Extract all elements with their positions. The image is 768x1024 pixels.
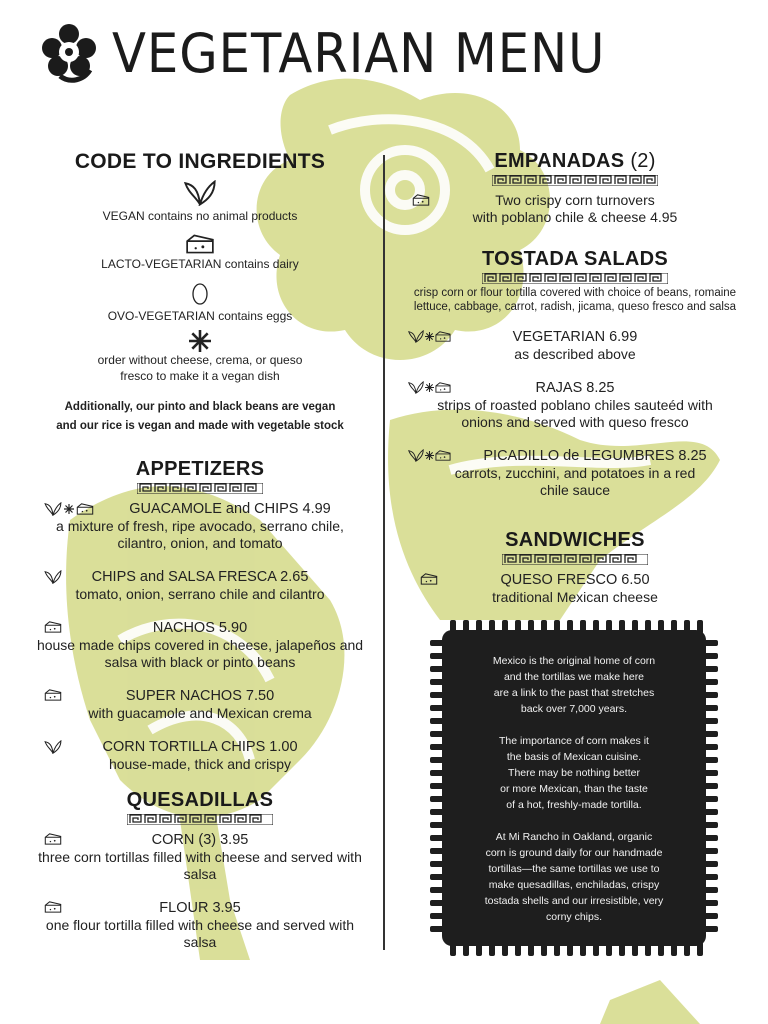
cheese-icon (412, 194, 430, 206)
tostadas-intro: crisp corn or flour tortilla covered with choice of beans, romaine lettuce, cabbage, carrot, radish, jicama, queso fresco and salsa (413, 287, 737, 313)
leaf-icon (408, 330, 424, 343)
cheese-icon (44, 833, 62, 845)
corn-note-box (445, 633, 703, 943)
right-column (410, 150, 740, 606)
item-name: VEGETARIAN 6.99 (512, 329, 638, 345)
asterisk-icon (64, 504, 74, 514)
corn-note-paragraph-3: At Mi Rancho in Oakland, organic corn is ground daily for our handmade tortillas—the same tortillas we use to make quesadillas, enchiladas, crispy tostada shells and our irresistible, very corny chips. (484, 831, 664, 923)
asterisk-icon (425, 451, 434, 460)
dietary-icons (420, 573, 438, 585)
egg-icon (190, 282, 210, 306)
dietary-icons (44, 570, 62, 584)
item-description: three corn tortillas filled with cheese and served with salsa (38, 849, 362, 882)
item-name: CORN (3) 3.95 (151, 832, 249, 848)
item-name: CHIPS and SALSA FRESCA 2.65 (91, 569, 309, 585)
legend-lacto (30, 256, 370, 272)
asterisk-icon (189, 330, 211, 352)
cheese-icon (435, 382, 451, 393)
leaf-icon (408, 449, 424, 462)
left-column (30, 150, 370, 951)
item-name: RAJAS 8.25 (535, 380, 615, 396)
dietary-icons (412, 194, 430, 206)
item-description: strips of roasted poblano chiles sauteéd with onions and served with queso fresco (437, 397, 713, 430)
leaf-icon (408, 381, 424, 394)
tostada-item (410, 447, 740, 499)
empanadas-item (410, 192, 740, 226)
leaf-icon (44, 740, 62, 754)
cheese-icon (44, 621, 62, 633)
asterisk-icon (425, 383, 434, 392)
item-description: carrots, zucchini, and potatoes in a red chile sauce (454, 465, 696, 498)
page-title: VEGETARIAN MENU (112, 21, 606, 85)
empanadas-count: (2) (630, 150, 656, 172)
empanadas-desc-line2: with poblano chile & cheese 4.95 (472, 209, 678, 225)
item-description: as described above (514, 346, 636, 362)
tostada-item (410, 379, 740, 431)
dietary-icons (44, 502, 94, 516)
legend-heading: CODE TO INGREDIENTS (74, 150, 326, 173)
cheese-icon (420, 573, 438, 585)
beans-note: Additionally, our pinto and black beans are vegan (64, 401, 336, 413)
item-description: one flour tortilla filled with cheese and served with salsa (45, 917, 355, 950)
dietary-icons (44, 901, 62, 913)
appetizer-item (30, 500, 370, 552)
menu-header (40, 18, 648, 88)
legend-vegan-text: contains no animal products (147, 209, 298, 223)
quesadillas-heading: QUESADILLAS (126, 789, 274, 811)
legend-asterisk-line1: order without cheese, crema, or queso (97, 353, 303, 367)
greek-key-divider (127, 814, 273, 825)
legend-asterisk-line2: fresco to make it a vegan dish (120, 369, 280, 383)
column-divider (383, 155, 385, 950)
sandwich-item (410, 571, 740, 606)
tostada-item (410, 328, 740, 363)
flower-logo-icon (40, 22, 98, 84)
dietary-icons (408, 449, 451, 462)
leaf-icon (44, 570, 62, 584)
legend-lacto-name: LACTO-VEGETARIAN (101, 257, 222, 271)
greek-key-divider (137, 483, 263, 494)
legend-ovo-name: OVO-VEGETARIAN (107, 309, 215, 323)
legend-lacto-text: contains dairy (224, 257, 299, 271)
cheese-icon (44, 689, 62, 701)
dietary-icons (408, 330, 451, 343)
empanadas-title: EMPANADAS (494, 150, 625, 172)
greek-key-divider (502, 554, 648, 565)
corn-note-paragraph-1: Mexico is the original home of corn and the tortillas we make here are a link to the past that stretches back over 7,000 years. (492, 655, 656, 715)
leaf-icon (183, 180, 217, 206)
quesadilla-item (30, 831, 370, 883)
greek-key-divider (492, 175, 658, 186)
cheese-icon (76, 503, 94, 515)
legend-ovo-text: contains eggs (218, 309, 293, 323)
cheese-icon (435, 450, 451, 461)
dietary-icons (44, 833, 62, 845)
legend-ovo (30, 308, 370, 324)
dietary-icons (44, 740, 62, 754)
item-name: GUACAMOLE and CHIPS 4.99 (129, 501, 331, 517)
item-description: traditional Mexican cheese (492, 589, 658, 605)
appetizer-item (30, 738, 370, 773)
greek-key-divider (482, 273, 668, 284)
dietary-icons (44, 621, 62, 633)
cheese-icon (185, 234, 215, 254)
item-name: FLOUR 3.95 (159, 900, 241, 916)
appetizers-heading: APPETIZERS (135, 458, 265, 480)
asterisk-icon (425, 332, 434, 341)
item-name: CORN TORTILLA CHIPS 1.00 (102, 739, 298, 755)
legend-vegan (30, 208, 370, 224)
item-description: house made chips covered in cheese, jalapeños and salsa with black or pinto beans (36, 637, 364, 670)
appetizer-item (30, 619, 370, 671)
empanadas-heading (410, 150, 740, 173)
dietary-icons (408, 381, 451, 394)
dietary-icons (44, 689, 62, 701)
item-description: with guacamole and Mexican crema (88, 705, 312, 721)
cheese-icon (44, 901, 62, 913)
item-description: house-made, thick and crispy (108, 756, 292, 772)
rice-note: and our rice is vegan and made with vegetable stock (56, 420, 344, 432)
corn-note-paragraph-2: The importance of corn makes it the basis of Mexican cuisine. There may be nothing better or more Mexican, than the taste of a hot, freshly-made tortilla. (499, 735, 649, 811)
item-description: a mixture of fresh, ripe avocado, serrano chile, cilantro, onion, and tomato (56, 518, 344, 551)
empanadas-desc-line1: Two crispy corn turnovers (495, 192, 655, 208)
item-name: QUESO FRESCO 6.50 (500, 572, 650, 588)
item-name: NACHOS 5.90 (152, 620, 248, 636)
cheese-icon (435, 331, 451, 342)
legend-vegan-name: VEGAN (102, 209, 145, 223)
quesadilla-item (30, 899, 370, 951)
item-name: SUPER NACHOS 7.50 (125, 688, 275, 704)
sandwiches-heading: SANDWICHES (505, 529, 645, 551)
appetizer-item (30, 568, 370, 603)
item-description: tomato, onion, serrano chile and cilantro (75, 586, 325, 602)
leaf-icon (44, 502, 62, 516)
tostadas-heading: TOSTADA SALADS (481, 248, 669, 270)
item-name: PICADILLO de LEGUMBRES 8.25 (483, 448, 707, 464)
appetizer-item (30, 687, 370, 722)
